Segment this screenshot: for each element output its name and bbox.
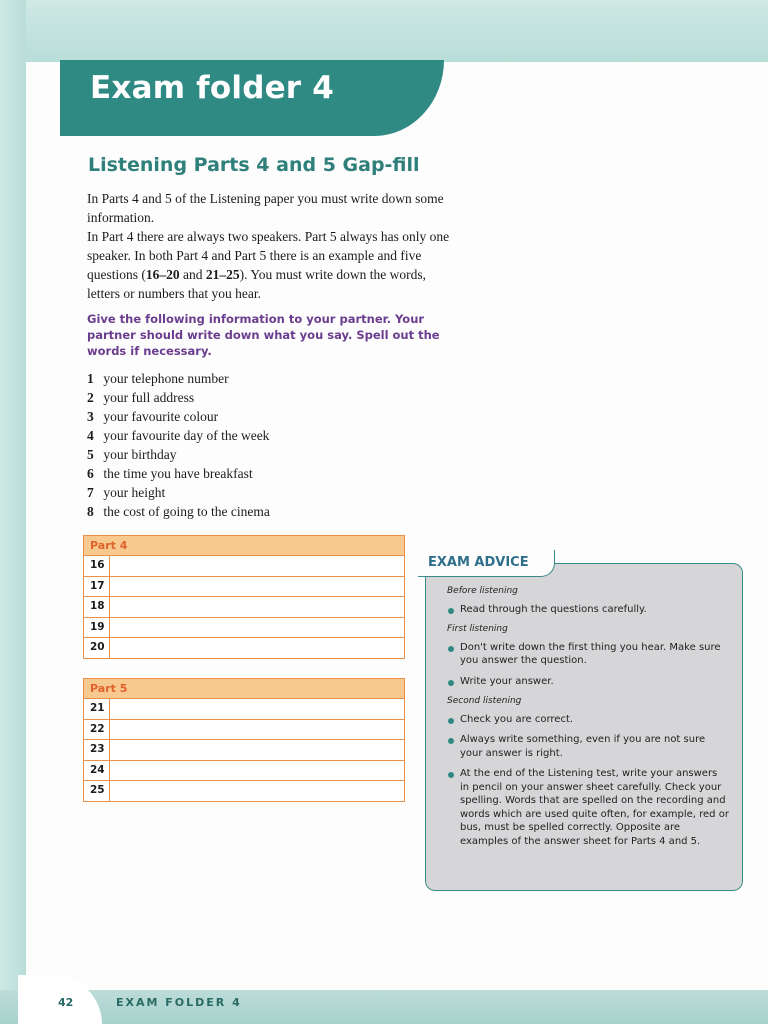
table-row — [84, 781, 404, 801]
question-number: 21 — [84, 699, 110, 719]
question-number: 20 — [84, 638, 110, 658]
intro-text-a: In Part 4 there are always two speakers. Part 5 always has only one speaker. In both Part 4 and Part 5 there is an example and five questions ( — [87, 229, 450, 282]
exam-advice-title: EXAM ADVICE — [428, 555, 529, 570]
list-item — [87, 426, 270, 445]
advice-item — [447, 675, 729, 689]
intro-paragraph-1: In Parts 4 and 5 of the Listening paper you must write down some information. — [87, 191, 444, 225]
info-list — [87, 369, 270, 521]
list-item — [87, 369, 270, 388]
table-row — [84, 761, 404, 782]
advice-item — [447, 713, 729, 727]
advice-list-second — [447, 713, 729, 849]
list-item — [87, 388, 270, 407]
list-item-number: 8 — [87, 504, 94, 519]
table-row — [84, 638, 404, 658]
advice-item — [447, 641, 729, 668]
advice-label-second: Second listening — [447, 696, 522, 706]
advice-item-text: Don't write down the first thing you hear. Make sure you answer the question. — [460, 641, 721, 666]
question-number: 18 — [84, 597, 110, 617]
list-item-text: your favourite day of the week — [103, 428, 270, 443]
answer-cell[interactable] — [110, 577, 404, 597]
table-row — [84, 720, 404, 741]
bullet-icon — [448, 608, 454, 614]
table-row — [84, 556, 404, 577]
question-number: 23 — [84, 740, 110, 760]
table-row — [84, 699, 404, 720]
top-band — [0, 0, 768, 62]
advice-label-first: First listening — [447, 624, 508, 634]
table-row — [84, 618, 404, 639]
advice-list-first — [447, 641, 729, 689]
list-item-text: your telephone number — [103, 371, 229, 386]
advice-item — [447, 733, 729, 760]
list-item-text: the time you have breakfast — [103, 466, 253, 481]
table-row — [84, 740, 404, 761]
list-item-number: 4 — [87, 428, 94, 443]
answer-cell[interactable] — [110, 720, 404, 740]
list-item — [87, 445, 270, 464]
list-item-number: 1 — [87, 371, 94, 386]
answer-cell[interactable] — [110, 761, 404, 781]
answer-cell[interactable] — [110, 638, 404, 658]
advice-item — [447, 767, 729, 848]
list-item-text: your birthday — [103, 447, 177, 462]
list-item — [87, 407, 270, 426]
advice-item-text: Read through the questions carefully. — [460, 603, 647, 615]
advice-list-before — [447, 603, 729, 617]
advice-item-text: Write your answer. — [460, 675, 554, 687]
list-item — [87, 464, 270, 483]
intro-text-e: ). You must write down the words, letters or numbers that you hear. — [87, 267, 427, 301]
question-number: 16 — [84, 556, 110, 576]
intro-paragraph-2 — [87, 227, 457, 303]
answer-cell[interactable] — [110, 597, 404, 617]
part5-answer-table — [83, 678, 405, 802]
part4-answer-table — [83, 535, 405, 659]
advice-item-text: Check you are correct. — [460, 713, 574, 725]
list-item-text: the cost of going to the cinema — [103, 504, 270, 519]
table-row — [84, 597, 404, 618]
footer-label: EXAM FOLDER 4 — [116, 996, 242, 1009]
part5-header: Part 5 — [84, 679, 404, 699]
page-number: 42 — [58, 996, 74, 1009]
question-number: 17 — [84, 577, 110, 597]
answer-cell[interactable] — [110, 699, 404, 719]
advice-item — [447, 603, 729, 617]
list-item — [87, 502, 270, 521]
answer-cell[interactable] — [110, 781, 404, 801]
table-row — [84, 577, 404, 598]
list-item-text: your favourite colour — [103, 409, 219, 424]
bullet-icon — [448, 772, 454, 778]
question-number: 22 — [84, 720, 110, 740]
intro-text — [87, 189, 457, 303]
advice-label-before: Before listening — [447, 586, 518, 596]
question-number: 19 — [84, 618, 110, 638]
list-item-number: 2 — [87, 390, 94, 405]
question-number: 25 — [84, 781, 110, 801]
intro-range-2: 21–25 — [205, 267, 240, 282]
part4-header: Part 4 — [84, 536, 404, 556]
intro-text-c: and — [179, 267, 206, 282]
list-item-text: your full address — [103, 390, 195, 405]
partner-instruction: Give the following information to your partner. Your partner should write down what you say. Spell out the words if necessary. — [87, 312, 440, 358]
bullet-icon — [448, 646, 454, 652]
list-item-number: 3 — [87, 409, 94, 424]
question-number: 24 — [84, 761, 110, 781]
section-title: Listening Parts 4 and 5 Gap-fill — [88, 154, 420, 176]
list-item-text: your height — [103, 485, 166, 500]
advice-item-text: At the end of the Listening test, write your answers in pencil on your answer sheet carefully. Check your spelling. Words that are spelled on the recording and words which are used quite often, for example, red or bus, must be spelled correctly. Opposite are examples of the answer sheet for Parts 4 and 5. — [460, 768, 729, 847]
list-item — [87, 483, 270, 502]
intro-range-1: 16–20 — [145, 267, 180, 282]
bullet-icon — [448, 718, 454, 724]
list-item-number: 6 — [87, 466, 94, 481]
bullet-icon — [448, 738, 454, 744]
bullet-icon — [448, 680, 454, 686]
exam-advice-body — [447, 585, 729, 855]
advice-item-text: Always write something, even if you are not sure your answer is right. — [460, 734, 706, 759]
answer-cell[interactable] — [110, 556, 404, 576]
list-item-number: 5 — [87, 447, 94, 462]
folder-title: Exam folder 4 — [90, 70, 335, 106]
left-band — [0, 0, 26, 1024]
answer-cell[interactable] — [110, 618, 404, 638]
list-item-number: 7 — [87, 485, 94, 500]
answer-cell[interactable] — [110, 740, 404, 760]
